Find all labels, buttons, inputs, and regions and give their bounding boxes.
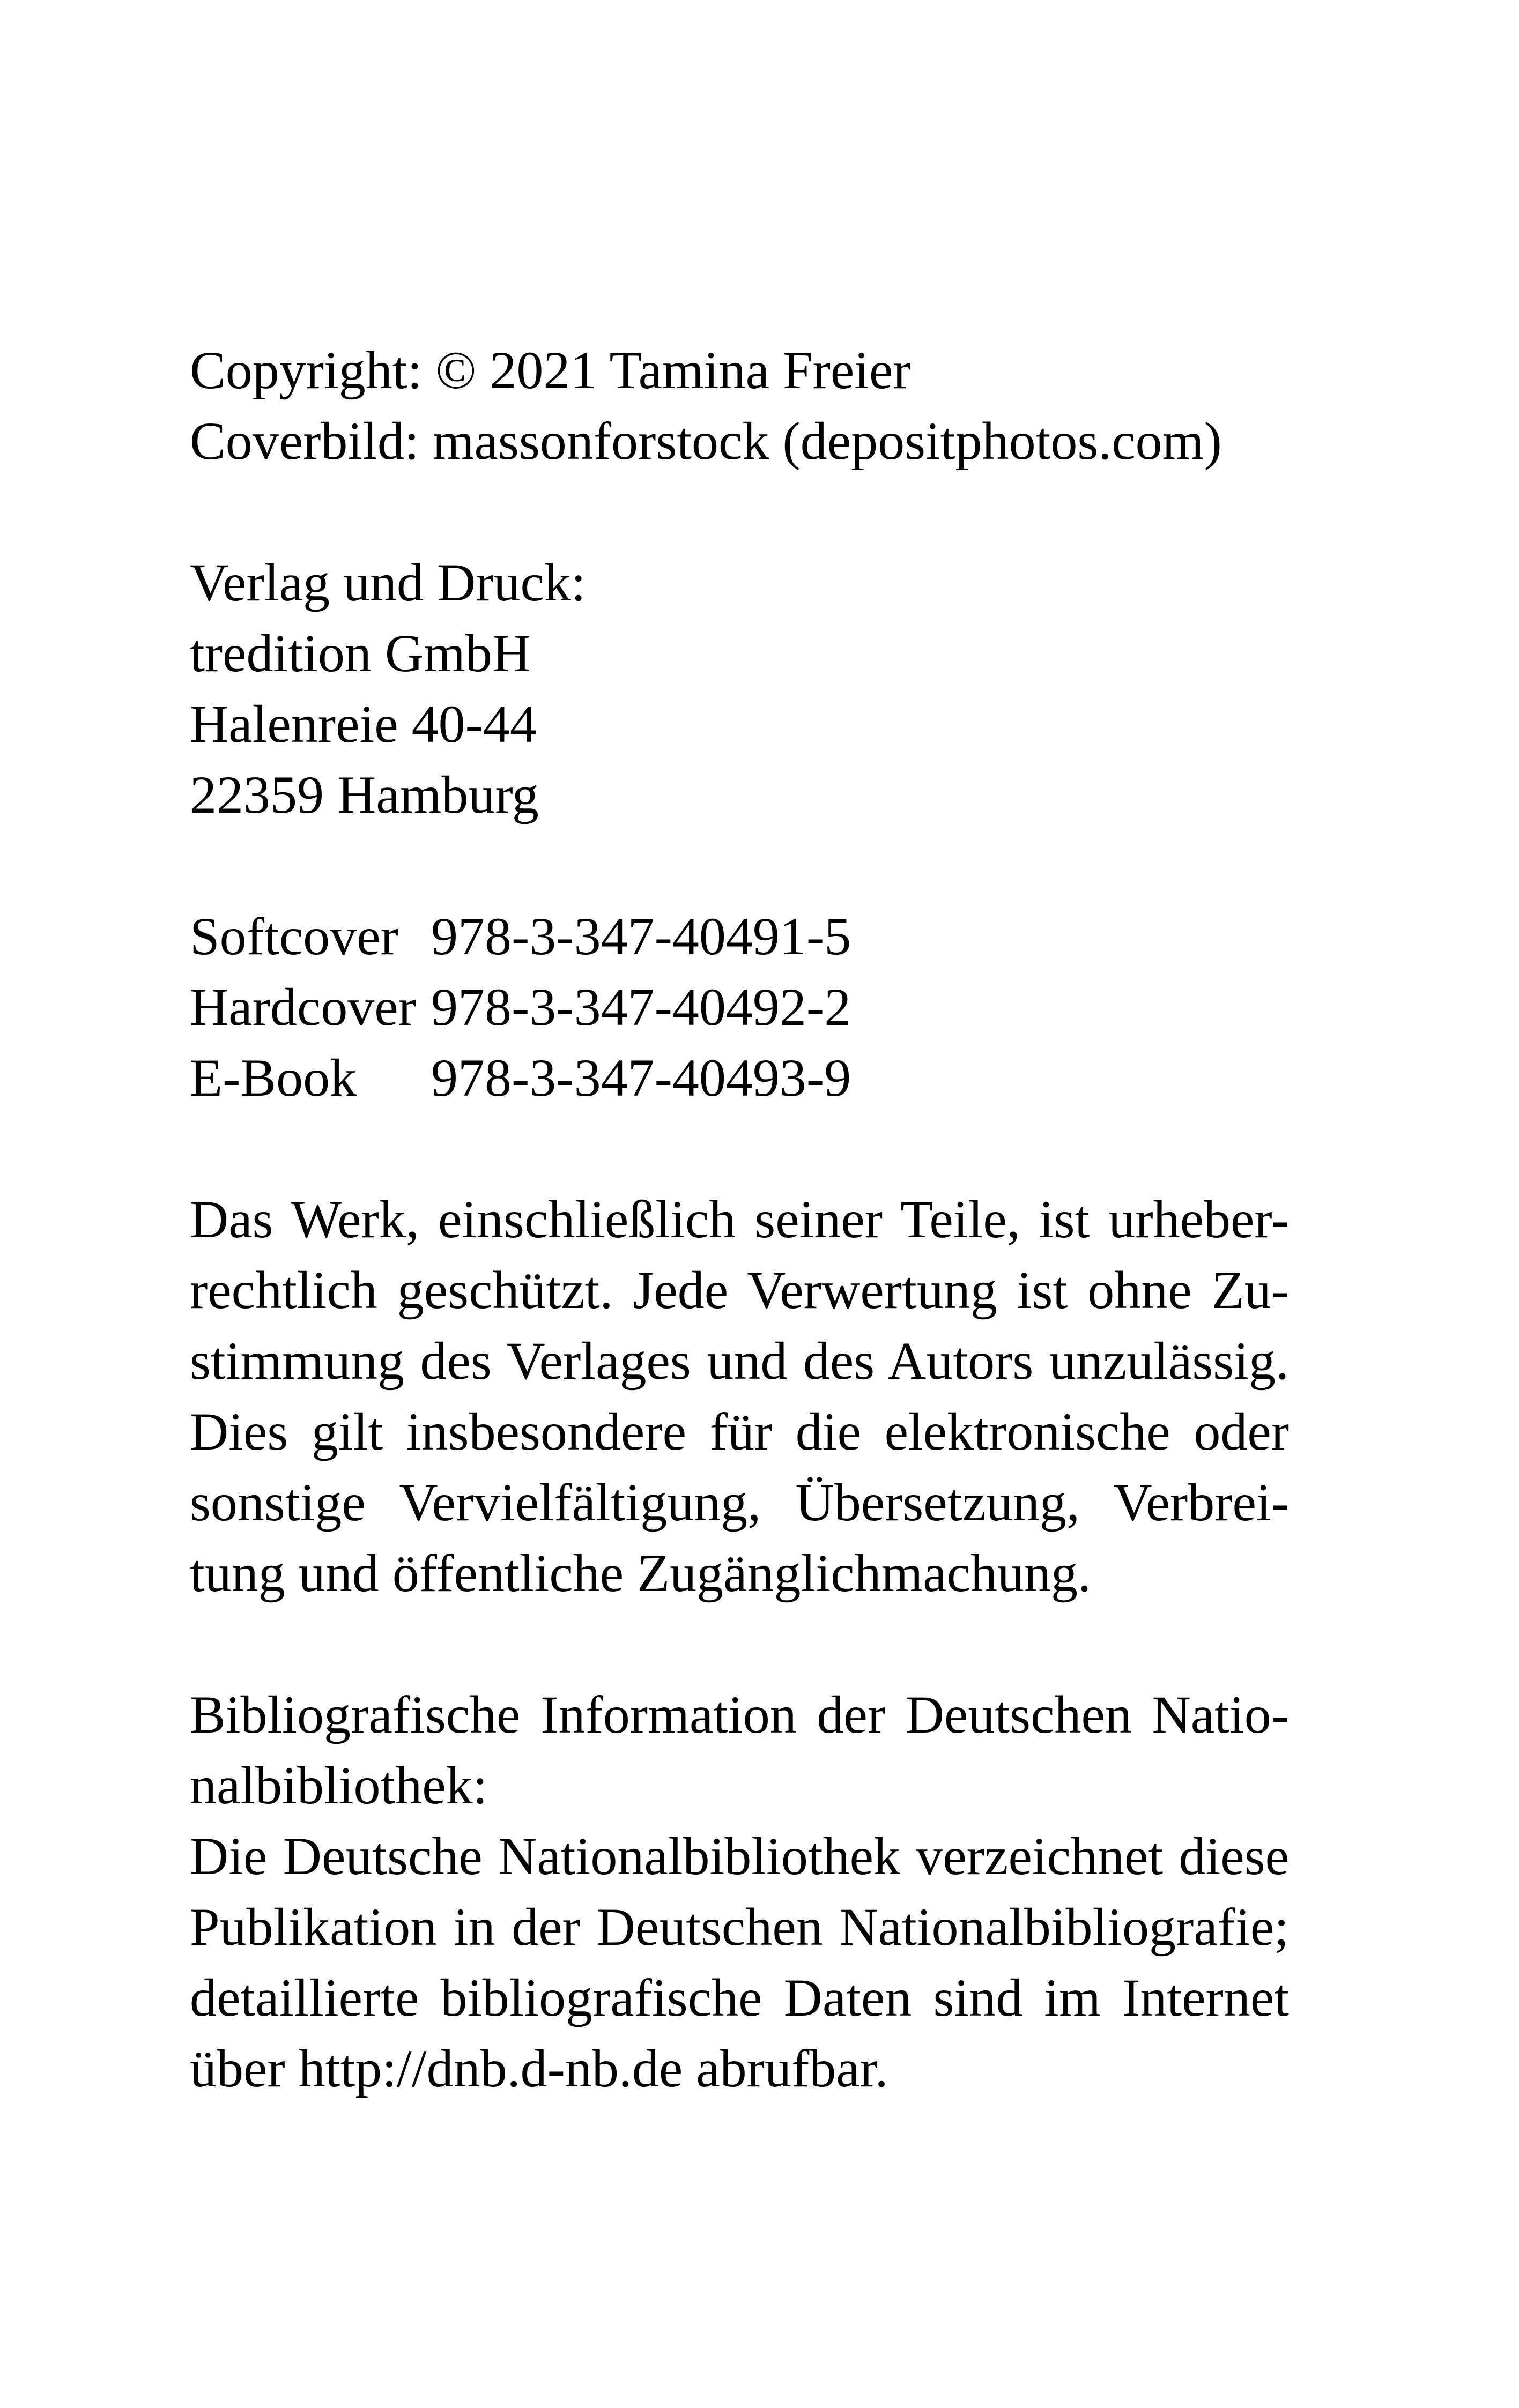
bibliography-notice bbox=[190, 1679, 1289, 2104]
publisher-street: Halenreie 40-44 bbox=[190, 694, 537, 754]
rights-line: tung und öffentliche Zugänglichmachung. bbox=[190, 1543, 1092, 1603]
cover-credit-line: Coverbild: massonforstock (depositphotos.com) bbox=[190, 411, 1222, 471]
imprint-content bbox=[190, 335, 1289, 2104]
isbn-block bbox=[190, 901, 1289, 1113]
isbn-row-hardcover bbox=[190, 972, 1289, 1043]
copyright-block bbox=[190, 335, 1289, 477]
rights-line: rechtlich geschützt. Jede Verwertung ist ohne Zu- bbox=[190, 1260, 1289, 1320]
isbn-row-softcover bbox=[190, 901, 1289, 972]
bibliography-line: detaillierte bibliografische Daten sind im Internet bbox=[190, 1968, 1289, 2027]
rights-line: stimmung des Verlages und des Autors unzulässig. bbox=[190, 1331, 1289, 1391]
bibliography-line: nalbibliothek: bbox=[190, 1756, 488, 1815]
isbn-value: 978-3-347-40491-5 bbox=[431, 906, 851, 966]
rights-notice bbox=[190, 1184, 1289, 1609]
rights-line: sonstige Vervielfältigung, Übersetzung, Verbrei- bbox=[190, 1473, 1289, 1532]
isbn-row-ebook bbox=[190, 1043, 1289, 1113]
publisher-name: tredition GmbH bbox=[190, 623, 531, 683]
isbn-value: 978-3-347-40493-9 bbox=[431, 1048, 851, 1108]
publisher-heading: Verlag und Druck: bbox=[190, 553, 586, 612]
publisher-block bbox=[190, 547, 1289, 830]
bibliography-line: Die Deutsche Nationalbibliothek verzeichnet diese bbox=[190, 1826, 1289, 1886]
isbn-value: 978-3-347-40492-2 bbox=[431, 977, 851, 1037]
bibliography-line: über http://dnb.d-nb.de abrufbar. bbox=[190, 2039, 888, 2098]
rights-line: Das Werk, einschließlich seiner Teile, ist urheber- bbox=[190, 1190, 1289, 1249]
copyright-line: Copyright: © 2021 Tamina Freier bbox=[190, 340, 911, 400]
rights-line: Dies gilt insbesondere für die elektronische oder bbox=[190, 1402, 1289, 1461]
isbn-label: Softcover bbox=[190, 906, 398, 966]
isbn-label: Hardcover bbox=[190, 977, 416, 1037]
bibliography-line: Bibliografische Information der Deutschen Natio- bbox=[190, 1685, 1289, 1744]
publisher-city: 22359 Hamburg bbox=[190, 765, 539, 824]
bibliography-line: Publikation in der Deutschen Nationalbibliografie; bbox=[190, 1897, 1289, 1957]
isbn-label: E-Book bbox=[190, 1048, 357, 1108]
